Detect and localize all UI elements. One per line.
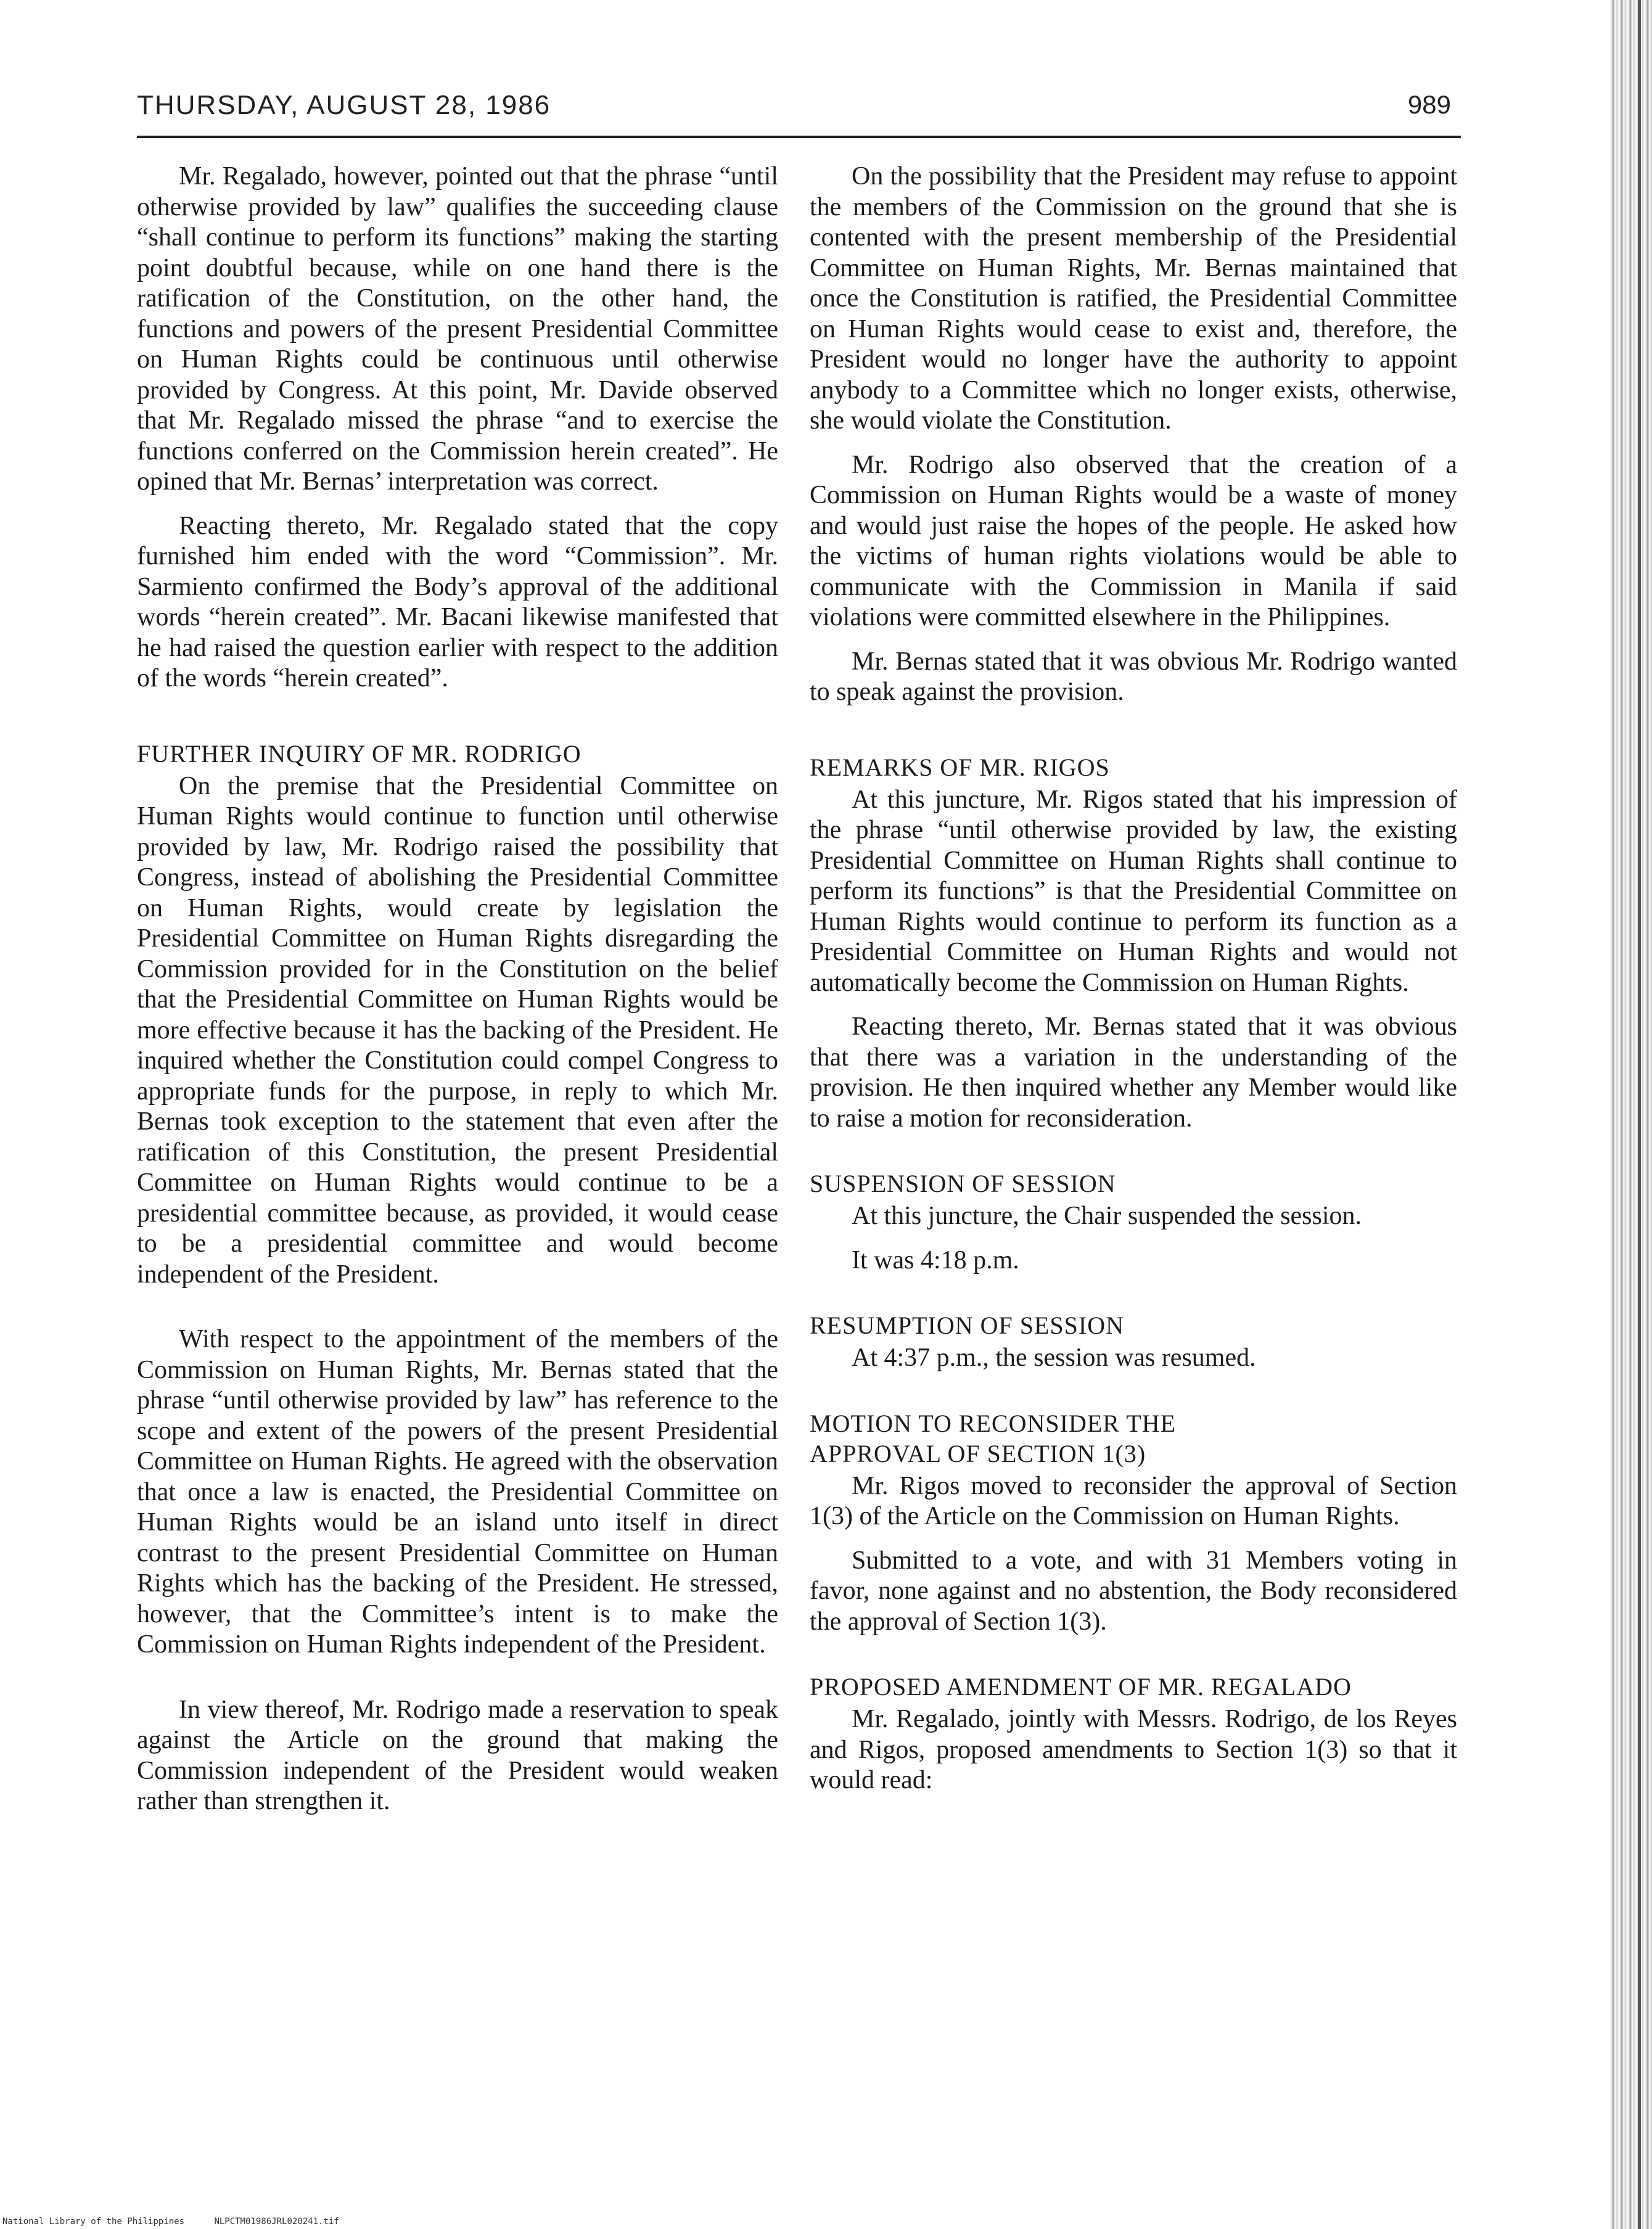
paragraph: It was 4:18 p.m.: [852, 1246, 1019, 1275]
section-heading: MOTION TO RECONSIDER THE: [810, 1409, 1177, 1437]
left-column: [137, 162, 778, 1831]
section-heading: PROPOSED AMENDMENT OF MR. REGALADO: [810, 1673, 1352, 1701]
footer-library: National Library of the Philippines: [2, 2217, 185, 2227]
paragraph: With respect to the appointment of the members of the Commission on Human Rights, Mr. Bernas stated that the phrase “until otherwise provided by law” has reference to the scope and extent of the powers of the present Presidential Committee on Human Rights. He agreed with the observation that once a law is enacted, the Presidential Committee on Human Rights would be an island unto itself in direct contrast to the present Presidential Committee on Human Rights which has the backing of the President. He stressed, however, that the Committee’s intent is to make the Commission on Human Rights independent of the President.: [137, 1325, 778, 1659]
paragraph: In view thereof, Mr. Rodrigo made a reservation to speak against the Article on the ground that making the Commission independent of the President would weaken rather than strengthen it.: [137, 1695, 778, 1815]
section-heading: RESUMPTION OF SESSION: [810, 1312, 1124, 1339]
paragraph: Mr. Bernas stated that it was obvious Mr. Rodrigo wanted to speak against the provision.: [810, 647, 1457, 706]
paragraph: Mr. Regalado, jointly with Messrs. Rodrigo, de los Reyes and Rigos, proposed amendments to Section 1(3) so that it would read:: [810, 1705, 1457, 1794]
paragraph: At this juncture, the Chair suspended the session.: [852, 1202, 1362, 1230]
paragraph: Reacting thereto, Mr. Regalado stated that the copy furnished him ended with the word “Commission”. Mr. Sarmiento confirmed the Body’s approval of the additional words “herein created”. Mr. Bacani likewise manifested that he had raised the question earlier with respect to the addition of the words “herein created”.: [137, 511, 778, 692]
page-number: 989: [1407, 90, 1451, 119]
header-date: THURSDAY, AUGUST 28, 1986: [137, 90, 551, 120]
paragraph: At this juncture, Mr. Rigos stated that his impression of the phrase “until otherwise provided by law, the existing Presidential Committee on Human Rights shall continue to perform its functions” is that the Presidential Committee on Human Rights would continue to perform its function as a Presidential Committee on Human Rights and would not automatically become the Commission on Human Rights.: [810, 785, 1457, 997]
paragraph: Submitted to a vote, and with 31 Members voting in favor, none against and no abstention, the Body reconsidered the approval of Section 1(3).: [810, 1546, 1457, 1636]
paragraph: Mr. Regalado, however, pointed out that the phrase “until otherwise provided by law” qualifies the succeeding clause “shall continue to perform its functions” making the starting point doubtful because, while on one hand there is the ratification of the Constitution, on the other hand, the functions and powers of the present Presidential Committee on Human Rights could be continuous until otherwise provided by Congress. At this point, Mr. Davide observed that Mr. Regalado missed the phrase “and to exercise the functions conferred on the Commission herein created”. He opined that Mr. Bernas’ interpretation was correct.: [137, 162, 778, 496]
section-heading: FURTHER INQUIRY OF MR. RODRIGO: [137, 739, 581, 768]
paragraph: On the possibility that the President may refuse to appoint the members of the Commission on the ground that she is contented with the present membership of the Presidential Committee on Human Rights, Mr. Bernas maintained that once the Constitution is ratified, the Presidential Committee on Human Rights would cease to exist and, therefore, the President would no longer have the authority to appoint anybody to a Committee which no longer exists, otherwise, she would violate the Constitution.: [810, 162, 1457, 435]
paragraph: On the premise that the Presidential Committee on Human Rights would continue to function until otherwise provided by law, Mr. Rodrigo raised the possibility that Congress, instead of abolishing the Presidential Committee on Human Rights, would create by legislation the Presidential Committee on Human Rights disregarding the Commission provided for in the Constitution on the belief that the Presidential Committee on Human Rights would be more effective because it has the backing of the President. He inquired whether the Constitution could compel Congress to appropriate funds for the purpose, in reply to which Mr. Bernas took exception to the statement that even after the ratification of this Constitution, the present Presidential Committee on Human Rights would continue to be a presidential committee because, as provided, it would cease to be a presidential committee and would become independent of the President.: [137, 771, 778, 1289]
footer-filename: NLPCTM01986JRL020241.tif: [214, 2217, 339, 2227]
page-header: [137, 86, 1461, 138]
paragraph: Reacting thereto, Mr. Bernas stated that it was obvious that there was a variation in the understanding of the provision. He then inquired whether any Member would like to raise a motion for reconsideration.: [810, 1012, 1457, 1133]
paragraph: At 4:37 p.m., the session was resumed.: [852, 1344, 1256, 1372]
paragraph: Mr. Rigos moved to reconsider the approval of Section 1(3) of the Article on the Commission on Human Rights.: [810, 1471, 1457, 1530]
right-column: [810, 162, 1457, 1810]
section-heading: REMARKS OF MR. RIGOS: [810, 753, 1110, 781]
section-heading: SUSPENSION OF SESSION: [810, 1170, 1116, 1197]
paragraph: Mr. Rodrigo also observed that the creation of a Commission on Human Rights would be a waste of money and would just raise the hopes of the people. He asked how the victims of human rights violations would be able to communicate with the Commission in Manila if said violations were committed elsewhere in the Philippines.: [810, 450, 1457, 631]
scan-binding-edge: [1610, 0, 1652, 2229]
scan-footer: [2, 2217, 364, 2227]
section-heading: APPROVAL OF SECTION 1(3): [810, 1439, 1146, 1468]
